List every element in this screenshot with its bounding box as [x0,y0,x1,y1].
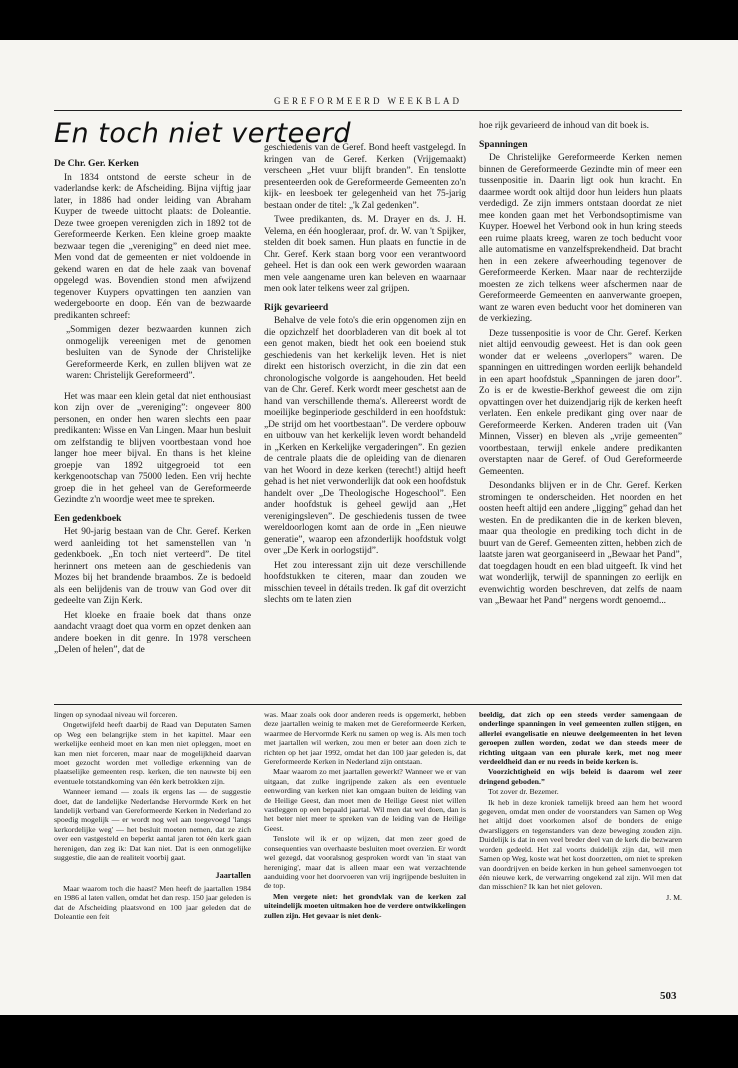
paragraph: Ik heb in deze kroniek tamelijk breed aan hem het woord gegeven, omdat men onder de voorstanders van Samen op Weg het altijd doet voorkomen alsof de bonders de enige dwarsliggers en tegenstanders van deze beweging zouden zijn. Duidelijk is dat in een veel breder deel van de kerk die bezwaren worden gedeeld. Het zal voorts duidelijk zijn dat, wil men Samen op Weg, koste wat het kost doorzetten, om niet te spreken van doordrijven en beide kerken in hun geheel samenvoegen tot één nieuwe kerk, de verwarring ongekend zal zijn. Wil men dat dan misschien? Ik kan het niet geloven. [479,797,682,892]
article-title: En toch niet verteerd [54,118,352,149]
section-heading: Jaartallen [215,870,251,880]
scan-top-border [0,0,738,40]
paragraph: In 1834 ontstond de eerste scheur in de vaderlandse kerk: de Afscheiding. Bijna vijftig jaar later, in 1886 had onder leiding van Abraham Kuyper de tweede uittocht plaats: de Doleantie. Deze twee groepen verenigden zich in 1892 tot de Gereformeerde Kerken. Een kleine groep maakte bezwaar tegen die „vereniging” en deed niet mee. Men vond dat de gemeenten er niet voldoende in gekend waren en dat de hele zaak van bovenaf opgelegd was. Bovendien stond men afwijzend tegenover Kuypers opvattingen ten aanzien van wedergeboorte en doop. Eén van de bezwaarde predikanten schreef: [54,172,251,321]
article-column-2 [264,143,466,700]
paragraph: Het was maar een klein getal dat niet enthousiast kon zijn over de „vereniging”: ongeveer 800 personen, en onder hen waren slechts een paar predikanten: Wisse en Van Lingen. Maar hun besluit om zelfstandig te blijven voortbestaan vond hoe langer hoe meer bijval. En thans is het kleine groepje van 1892 uitgegroeid tot een kerkgenootschap van 75000 leden. Een vrij hechte groep die in het geheel van de Gereformeerde Gezindte z'n woordje weet mee te spreken. [54,391,251,505]
header-rule [54,110,682,111]
lower-column-1 [54,710,251,975]
page-number: 503 [660,990,677,1002]
paragraph: geschiedenis van de Geref. Bond heeft vastgelegd. In kringen van de Geref. Kerken (Vrijgemaakt) verscheen „Het vuur blijft branden”. En tenslotte presenteerden ook de Gereformeerde Gemeenten zo'n kijk- en leesboek ter gelegenheid van het 75-jarig bestaan onder de titel: „'k Zal gedenken”. [264,143,466,211]
paragraph: Wanneer iemand — zoals ik ergens las — de suggestie doet, dat de landelijke Nederlandse Hervormde Kerk en het landelijk verband van Gereformeerde Kerken in Nederland zo spoedig mogelijk — er wordt nog wel aan toegevoegd 'langs kerkordelijke weg' — het besluit moeten nemen, dat ze zich over een vastgesteld en beperkt aantal jaren tot één kerk gaan herenigen, dan zeg ik: Dat kan niet. Dat is een onmogelijke suggestie, die aan de realiteit voorbij gaat. [54,787,251,863]
bold-text: Men vergete niet: het grondvlak van de kerken zal uiteindelijk moeten uitmaken hoe de verdere ontwikkelingen zullen zijn. Het gevaar is niet denk- [264,891,466,920]
journal-header: GEREFORMEERD WEEKBLAD [273,96,463,106]
section-divider [54,704,682,705]
paragraph: Ongetwijfeld heeft daarbij de Raad van Deputaten Samen op Weg een belangrijke stem in het kapittel. Maar een werkelijke eenheid moet en kan men niet opleggen, moet en kan men niet forceren, maar naar de mogelijkheid daarvan moet gezocht worden met volledige erkenning van de plaatselijke gemeenten resp. kerken, die ten nauwste bij een eventuele totstandkoming van één kerk betrokken zijn. [54,720,251,786]
lower-column-2 [264,710,466,975]
paragraph: Twee predikanten, ds. M. Drayer en ds. J. H. Velema, en één hoogleraar, prof. dr. W. van 't Spijker, stelden dit boek samen. Hun plaats en functie in de Chr. Geref. Kerk staan borg voor een verantwoord geheel. Het is dan ook een werk geworden waaraan men vele aangename uren kan beleven en waarnaar men ook later telkens weer zal grijpen. [264,215,466,294]
lower-column-3 [479,710,682,975]
paragraph: Behalve de vele foto's die erin opgenomen zijn en die opzichzelf het doorbladeren van dit boek al tot een genot maken, biedt het ook een boeiend stuk geschiedenis van het kerkelijk leven. Het is niet direkt een historisch overzicht, in die zin dat een chronologische volgorde is aangehouden. Het beeld van de Chr. Geref. Kerk wordt meer geschetst aan de hand van verschillende thema's. Allereerst wordt de moeilijke beginperiode geschilderd in een hoofdstuk: „De strijd om het voortbestaan”. De verdere opbouw en uitbouw van het kerkelijk leven wordt behandeld in „Kerken en Kerkelijke vergaderingen”. En gezien de centrale plaats die de opleiding van de dienaren van het Woord in deze kerken (terecht!) altijd heeft gehad is het niet verwonderlijk dat ook een hoofdstuk handelt over „De Theologische Hogeschool”. Een ander hoofdstuk is geheel gewijd aan „Het verenigingsleven”. De geschiedenis tussen de twee wereldoorlogen komt aan de orde in „Een nieuwe generatie”, waarop een afzonderlijk hoofdstuk volgt over „De Kerk in oorlogstijd”. [264,316,466,556]
paragraph-bold [479,767,682,786]
section-heading: Een gedenkboek [54,512,122,524]
paragraph: Het zou interessant zijn uit deze verschillende hoofdstukken te citeren, maar dan zouden we misschien teveel in détails treden. Ik gaf dit overzicht slechts om te laten zien [264,560,466,605]
paragraph: Deze tussenpositie is voor de Chr. Geref. Kerken niet altijd eenvoudig geweest. Het is dan ook geen wonder dat er weleens „overlopers” waren. De spanningen en uittredingen worden eerlijk behandeld in een apart hoofdstuk „Spanningen de jaren door”. Zo is er de kwestie-Berkhof geweest die om zijn opvattingen over het duizendjarig rijk de kerken heeft verlaten. Een enkele predikant ging over naar de Gereformeerde Kerken. Anderen traden uit (Van Minnen, Visser) en bleven als „vrije gemeenten” voortbestaan, terwijl enkele andere predikanten overstapten naar de Geref. of Oud Gereformeerde Gemeenten. [479,328,682,477]
paragraph-bold [479,710,682,766]
paragraph: was. Maar zoals ook door anderen reeds is opgemerkt, hebben deze jaartallen weinig te maken met de Gereformeerde Kerken, waarmee de Hervormde Kerk nu samen op weg is. Als men toch met jaartallen wil werken, zou men er beter aan doen zich te richten op het jaar 1992, omdat het dan 100 jaar geleden is, dat Gereformeerde Kerken in Nederland zijn ontstaan. [264,710,466,767]
article-column-3 [479,121,682,700]
article-column-1 [54,152,251,700]
paragraph: Maar waarom toch die haast? Men heeft de jaartallen 1984 en 1986 al laten vallen, omdat het dan resp. 150 jaar geleden is dat de Afscheiding plaatsvond en 100 jaar geleden dat de Doleantie een feit [54,883,251,922]
paragraph: Het kloeke en fraaie boek dat thans onze aandacht vraagt doet qua vorm en opzet denken aan andere boeken in dit genre. In 1978 verscheen „Delen of helen”, dat de [54,610,251,655]
section-heading: De Chr. Ger. Kerken [54,158,139,169]
scan-bottom-border [0,1015,738,1068]
paragraph-bold [264,892,466,920]
quote-text: „Sommigen dezer bezwaarden kunnen zich onmogelijk vereenigen met de genomen besluiten van de Synode der Christelijke Gereformeerde Kerk, en zullen blijven wat ze waren: Christelijk Gereformeerd”. [66,325,251,381]
author-signature: J. M. [666,892,682,902]
bold-text: Voorzichtigheid en wijs beleid is daarom wel zeer dringend geboden.” [479,767,682,786]
section-heading: Spanningen [479,138,528,150]
paragraph: Maar waarom zo met jaartallen gewerkt? Wanneer we er van uitgaan, dat zulke ingrijpende zaken als een eventuele eenwording van kerken niet kan omgaan buiten de leiding van de Heilige Geest, dan moet men de Heilige Geest niet willen vastleggen op een bepaald jaartal. Wil men dat wel doen, dan is het beter niet meer te spreken van de leiding van de Heilige Geest. [264,767,466,833]
paragraph: De Christelijke Gereformeerde Kerken nemen binnen de Gereformeerde Gezindte min of meer een tussenpositie in. Daarin ligt ook hun kracht. En daarmee wordt ook altijd door hun leiders hun plaats verdedigd. Ze zijn immers ontstaan doordat ze niet mee konden gaan met het Verbondsoptimisme van Kuyper. Hoewel het Verbond ook in hun kring steeds een ruime plaats kreeg, waren ze toch beducht voor alle automatisme en vanzelfsprekendheid. Dat bracht hen in een zekere afweerhouding tegenover de Gereformeerde Kerken. Maar naar de rechterzijde moesten ze zich telkens weer afschermen naar de Gereformeerde Gemeenten en aanverwante groepen, want ze waren even beducht voor het domineren van de verkiezing. [479,153,682,324]
paragraph: lingen op synodaal niveau wil forceren. [54,710,178,719]
paragraph: Tot zover dr. Bezemer. [488,787,559,797]
bold-text: beeldig, dat zich op een steeds verder samengaan de onderlinge spanningen in veel gemeenten zullen stijgen, en allerlei evangelisatie en nieuwe deelgemeenten in het leven geroepen zullen worden, zodat we dan steeds meer de richting uitgaan van een plurale kerk, met nog meer verdeeldheid dan er nu reeds in beide kerken is. [479,710,682,767]
paragraph: Desondanks blijven er in de Chr. Geref. Kerken stromingen te onderscheiden. Het noorden en het oosten heeft altijd een andere „ligging” gehad dan het westen. En de predikanten die in de kerken bleven, maar qua theologie en prediking toch dicht in de buurt van de Geref. Gemeenten zitten, hebben zich de laatste jaren wat georganiseerd in „Bewaar het Pand”, dat toegdagen houdt en een blad uitgeeft. Ik vind het wat wonderlijk, terwijl de spanningen zo eerlijk en evenwichtig worden beschreven, dat zelfs de naam van „Bewaar het Pand” nergens wordt genoemd... [479,481,682,606]
paragraph: Tenslote wil ik er op wijzen, dat men zeer goed de consequenties van overhaaste besluiten moet overzien. Er wordt wel gezegd, dat vooralsnog gesproken wordt van 'in staat van hereniging', maar dat is alleen maar een wat verzachtende aanduiding voor het doorvoeren van vrij ingrijpende besluiten in de top. [264,834,466,891]
paragraph: hoe rijk gevarieerd de inhoud van dit boek is. [479,121,650,131]
paragraph: Het 90-jarig bestaan van de Chr. Geref. Kerken werd aanleiding tot het samenstellen van 'n gedenkboek. „En toch niet verteerd”. De titel herinnert ons meteen aan de geschiedenis van Mozes bij het brandende braambos. Ze is bedoeld als een belijdenis van de trouw van God over dit gedeelte van Zijn Kerk. [54,527,251,606]
quotation [66,325,251,383]
section-heading: Rijk gevarieerd [264,301,329,313]
